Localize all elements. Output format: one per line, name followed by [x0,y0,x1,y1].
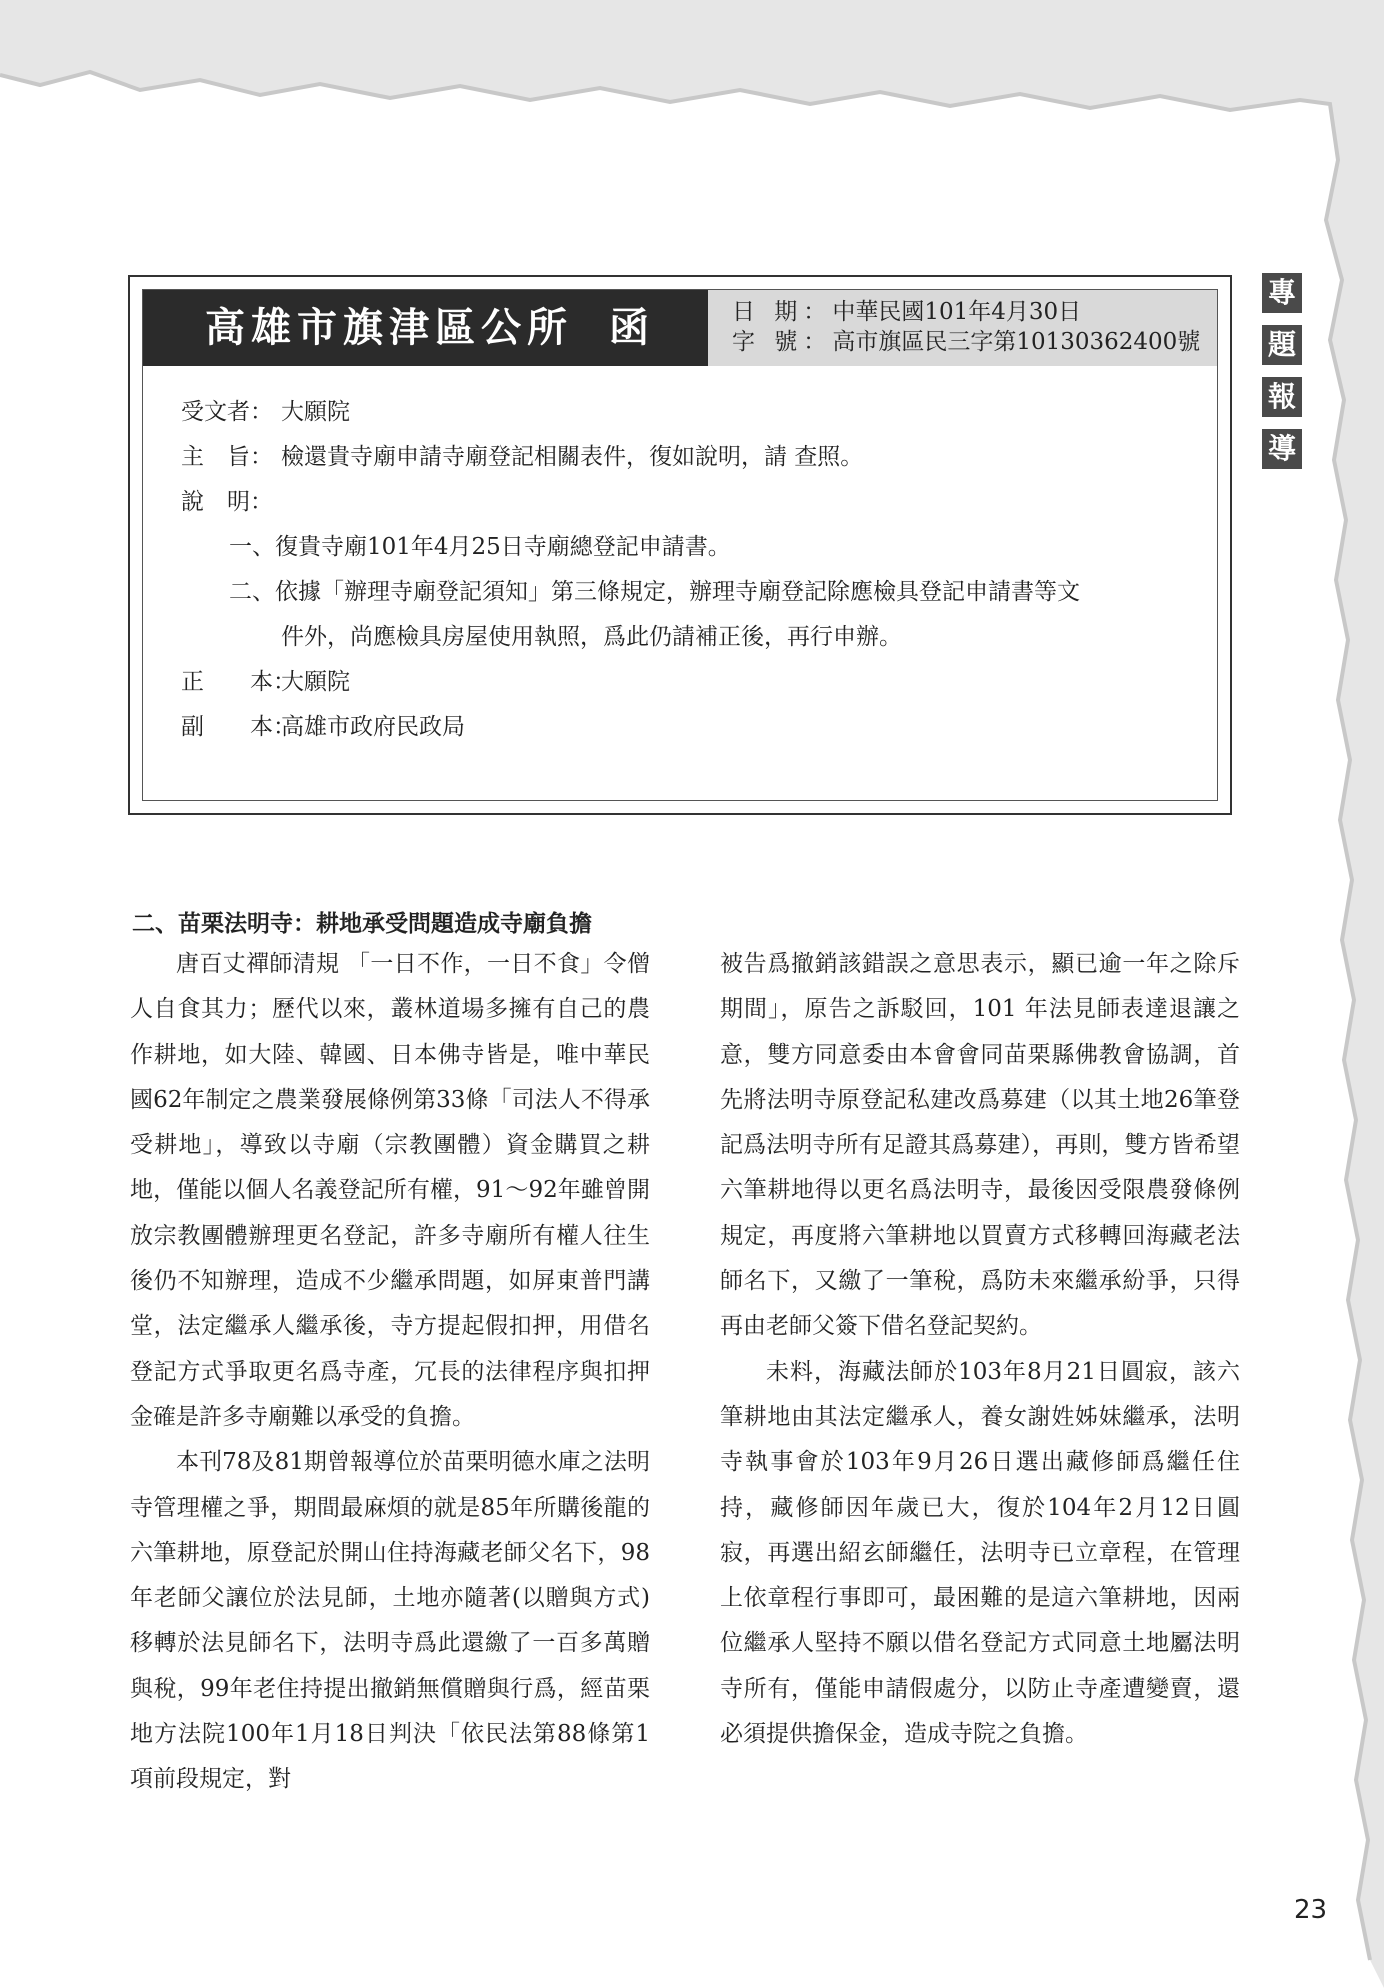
letter-date-label: 日 期： [732,299,833,325]
letter-subject-row [181,435,1187,480]
letter-item-2-line-2: 件外，尚應檢具房屋使用執照，爲此仍請補正後，再行申辦。 [281,624,902,650]
section-tab-char-2: 題 [1262,325,1302,365]
letter-title-bar [143,290,708,366]
letter-subject-value: 檢還貴寺廟申請寺廟登記相關表件，復如說明，請 查照。 [281,444,864,470]
section-tab-char-3: 報 [1262,377,1302,417]
article-paragraph-continued: 被告爲撤銷該錯誤之意思表示，顯已逾一年之除斥期間」，原告之訴駁回，101 年法見師表達退讓之意，雙方同意委由本會會同苗栗縣佛教會協調，首先將法明寺原登記私建改爲募建（以其土地26筆登記爲法明寺所有足證其爲募建），再則，雙方皆希望六筆耕地得以更名爲法明寺，最後因受限農發條例規定，再度將六筆耕地以買賣方式移轉回海藏老法師名下，又繳了一筆稅，爲防未來繼承紛爭，只得再由老師父簽下借名登記契約。 [720,951,1240,1340]
page-number: 23 [1294,1895,1328,1925]
official-letter-frame [142,289,1218,801]
section-tab-char-1: 專 [1262,273,1302,313]
letter-title-suffix: 函 [609,304,655,351]
letter-number-label: 字 號： [732,329,833,355]
section-tab-char-4: 導 [1262,429,1302,469]
letter-original-row [181,660,1187,705]
letter-original-value: 大願院 [281,669,350,695]
article-paragraph: 本刊78及81期曾報導位於苗栗明德水庫之法明寺管理權之爭，期間最麻煩的就是85年所購後龍的六筆耕地，原登記於開山住持海藏老師父名下，98年老師父讓位於法見師，土地亦隨著(以贈與方式)移轉於法見師名下，法明寺爲此還繳了一百多萬贈與稅，99年老住持提出撤銷無償贈與行爲，經苗栗地方法院100年1月18日判決「依民法第88條第1 項前段規定，對 [130,1449,650,1793]
letter-date-value: 中華民國101年4月30日 [832,299,1082,325]
letter-explanation-label: 說 明： [181,489,273,515]
article-paragraph: 未料，海藏法師於103年8月21日圓寂，該六筆耕地由其法定繼承人，養女謝姓姊妹繼承，法明寺執事會於103年9月26日選出藏修師爲繼任住持，藏修師因年歲已大，復於104年2月12日圓寂，再選出紹玄師繼任，法明寺已立章程，在管理上依章程行事即可，最困難的是這六筆耕地，因兩位繼承人堅持不願以借名登記方式同意土地屬法明寺所有，僅能申請假處分，以防止寺產遭變賣，還必須提供擔保金，造成寺院之負擔。 [720,1358,1240,1748]
letter-recipient-row [181,390,1187,435]
letter-original-label: 正 本： [181,669,296,695]
letter-copy-label: 副 本： [181,714,296,740]
letter-item-2-line-1: 二、依據「辦理寺廟登記須知」第三條規定，辦理寺廟登記除應檢具登記申請書等文 [229,579,1080,605]
letter-date-row [732,297,1217,327]
letter-meta [708,290,1217,366]
letter-number-value: 高市旗區民三字第10130362400號 [832,329,1201,355]
letter-body [181,390,1187,750]
letter-copy-value: 高雄市政府民政局 [281,714,465,740]
official-letter [128,275,1232,815]
article-paragraph: 唐百丈禪師清規 「一日不作，一日不食」令僧人自食其力；歷代以來，叢林道場多擁有自己的農作耕地，如大陸、韓國、日本佛寺皆是，唯中華民國62年制定之農業發展條例第33條「司法人不得承受耕地」，導致以寺廟（宗教團體）資金購買之耕地，僅能以個人名義登記所有權，91～92年雖曾開放宗教團體辦理更名登記，許多寺廟所有權人往生後仍不知辦理，造成不少繼承問題，如屏東普門講堂，法定繼承人繼承後，寺方提起假扣押，用借名登記方式爭取更名爲寺產，冗長的法律程序與扣押金確是許多寺廟難以承受的負擔。 [130,951,650,1430]
letter-copy-row [181,705,1187,750]
letter-recipient-value: 大願院 [281,399,350,425]
letter-recipient-label: 受文者： [181,399,273,425]
letter-title: 高雄市旗津區公所 [205,304,573,351]
letter-subject-label: 主 旨： [181,444,273,470]
article-column-right [720,942,1240,1757]
article-section-heading: 二、苗栗法明寺：耕地承受問題造成寺廟負擔 [132,911,592,937]
letter-item-1: 一、復貴寺廟101年4月25日寺廟總登記申請書。 [229,534,731,560]
letter-number-row [732,327,1217,357]
article-column-left [130,942,650,1803]
